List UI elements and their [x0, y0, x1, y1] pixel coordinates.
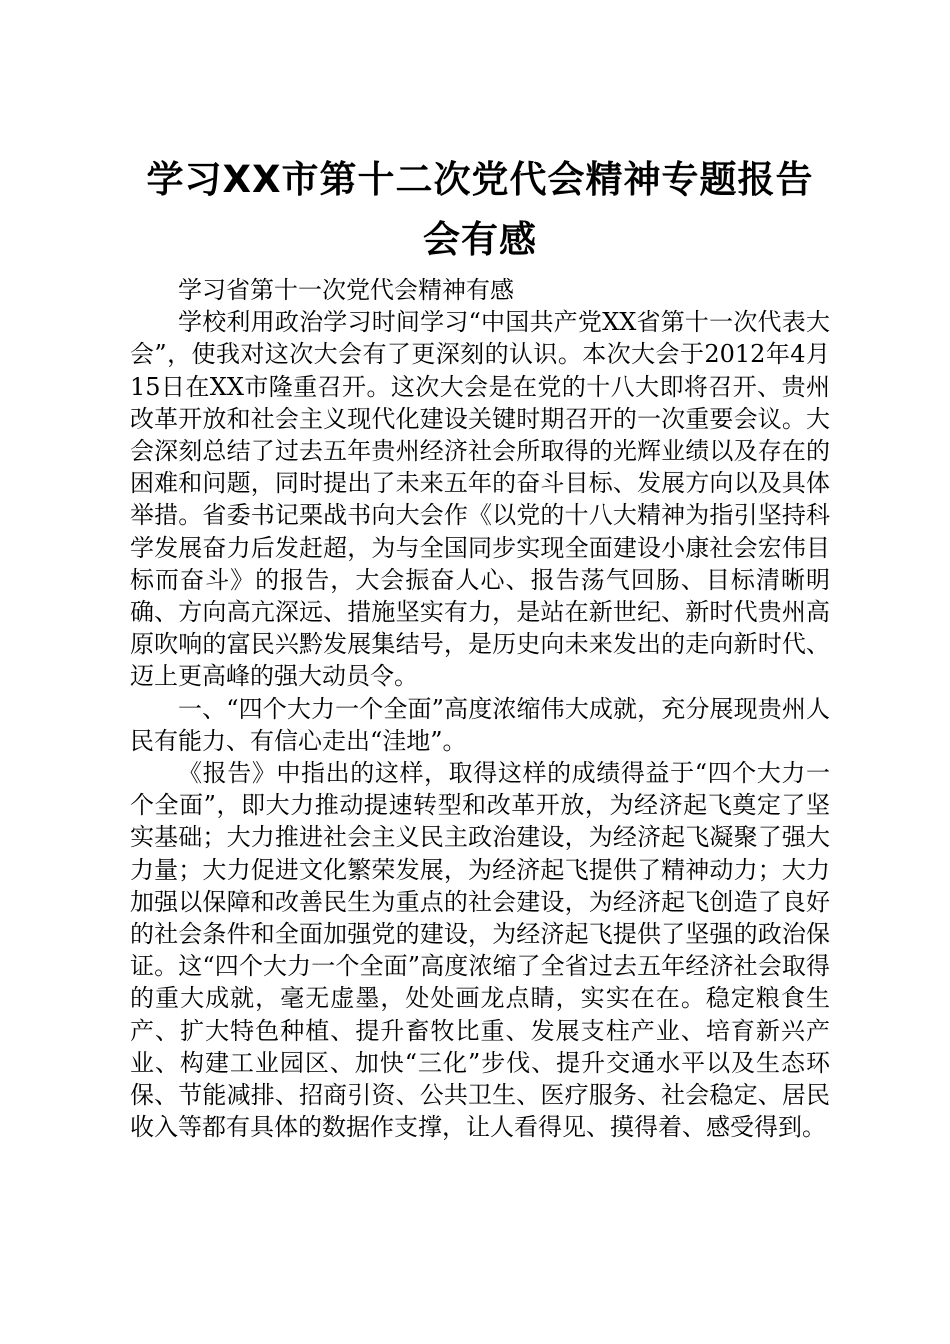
document-page [130, 150, 830, 1143]
body-paragraph: 学校利用政治学习时间学习“中国共产党XX省第十一次代表大会”，使我对这次大会有了更深刻的认识。本次大会于2012年4月15日在XX市隆重召开。这次大会是在党的十八大即将召开、贵州改革开放和社会主义现代化建设关键时期召开的一次重要会议。大会深刻总结了过去五年贵州经济社会所取得的光辉业绩以及存在的困难和问题，同时提出了未来五年的奋斗目标、发展方向以及具体举措。省委书记栗战书向大会作《以党的十八大精神为指引坚持科学发展奋力后发赶超，为与全国同步实现全面建设小康社会宏伟目标而奋斗》的报告，大会振奋人心、报告荡气回肠、目标清晰明确、方向高亢深远、措施坚实有力，是站在新世纪、新时代贵州高原吹响的富民兴黔发展集结号，是历史向未来发出的走向新时代、迈上更高峰的强大动员令。 [130, 308, 830, 691]
document-title: 学习XX市第十二次党代会精神专题报告会有感 [146, 158, 814, 261]
section-heading: 一、“四个大力一个全面”高度浓缩伟大成就，充分展现贵州人民有能力、有信心走出“洼地”。 [130, 694, 830, 755]
document-subtitle: 学习省第十一次党代会精神有感 [178, 276, 514, 304]
body-paragraph: 《报告》中指出的这样，取得这样的成绩得益于“四个大力一个全面”，即大力推动提速转型和改革开放，为经济起飞奠定了坚实基础；大力推进社会主义民主政治建设，为经济起飞凝聚了强大力量；大力促进文化繁荣发展，为经济起飞提供了精神动力；大力加强以保障和改善民生为重点的社会建设，为经济起飞创造了良好的社会条件和全面加强党的建设，为经济起飞提供了坚强的政治保证。这“四个大力一个全面”高度浓缩了全省过去五年经济社会取得的重大成就，毫无虚墨，处处画龙点睛，实实在在。稳定粮食生产、扩大特色种植、提升畜牧比重、发展支柱产业、培育新兴产业、构建工业园区、加快“三化”步伐、提升交通水平以及生态环保、节能减排、招商引资、公共卫生、医疗服务、社会稳定、居民收入等都有具体的数据作支撑，让人看得见、摸得着、感受得到。 [130, 759, 830, 1142]
